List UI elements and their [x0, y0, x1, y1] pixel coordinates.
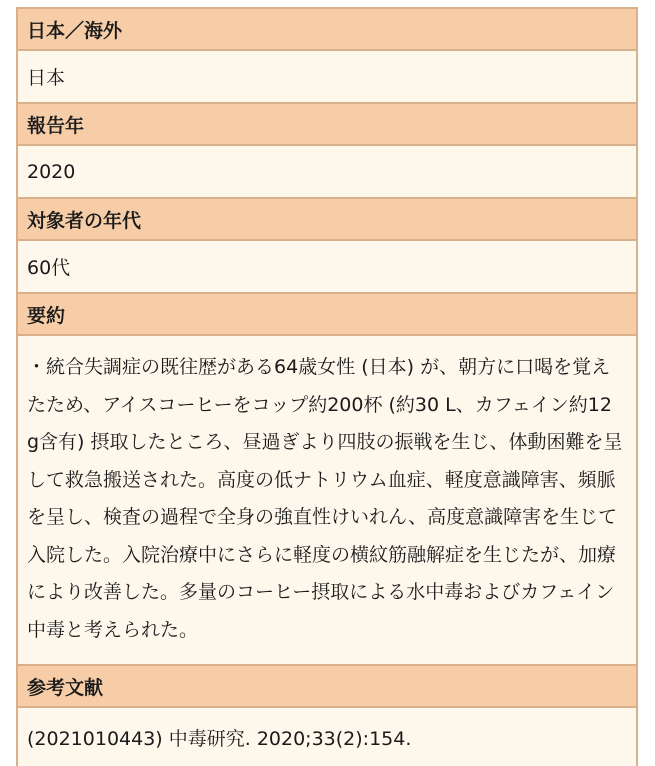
report-year-header: 報告年: [18, 104, 636, 146]
references-header: 参考文献: [18, 666, 636, 708]
summary-header: 要約: [18, 294, 636, 336]
age-group-header: 対象者の年代: [18, 199, 636, 241]
report-year-value: 2020: [18, 146, 636, 199]
references-text: (2021010443) 中毒研究. 2020;33(2):154.: [18, 708, 636, 766]
country-value: 日本: [18, 51, 636, 104]
age-group-value: 60代: [18, 241, 636, 294]
country-header: 日本／海外: [18, 9, 636, 51]
summary-text: ・統合失調症の既往歴がある64歳女性 (日本) が、朝方に口喝を覚えたため、アイスコーヒーをコップ約200杯 (約30 L、カフェイン約12 g含有) 摂取したところ、昼過ぎより四肢の振戦を生じ、体動困難を呈して救急搬送された。高度の低ナトリウム血症、軽度意識障害、頻脈を呈し、検査の過程で全身の強直性けいれん、高度意識障害を生じて入院した。入院治療中にさらに軽度の横紋筋融解症を生じたが、加療により改善した。多量のコーヒー摂取による水中毒およびカフェイン中毒と考えられた。: [18, 336, 636, 666]
info-table: [16, 7, 638, 766]
